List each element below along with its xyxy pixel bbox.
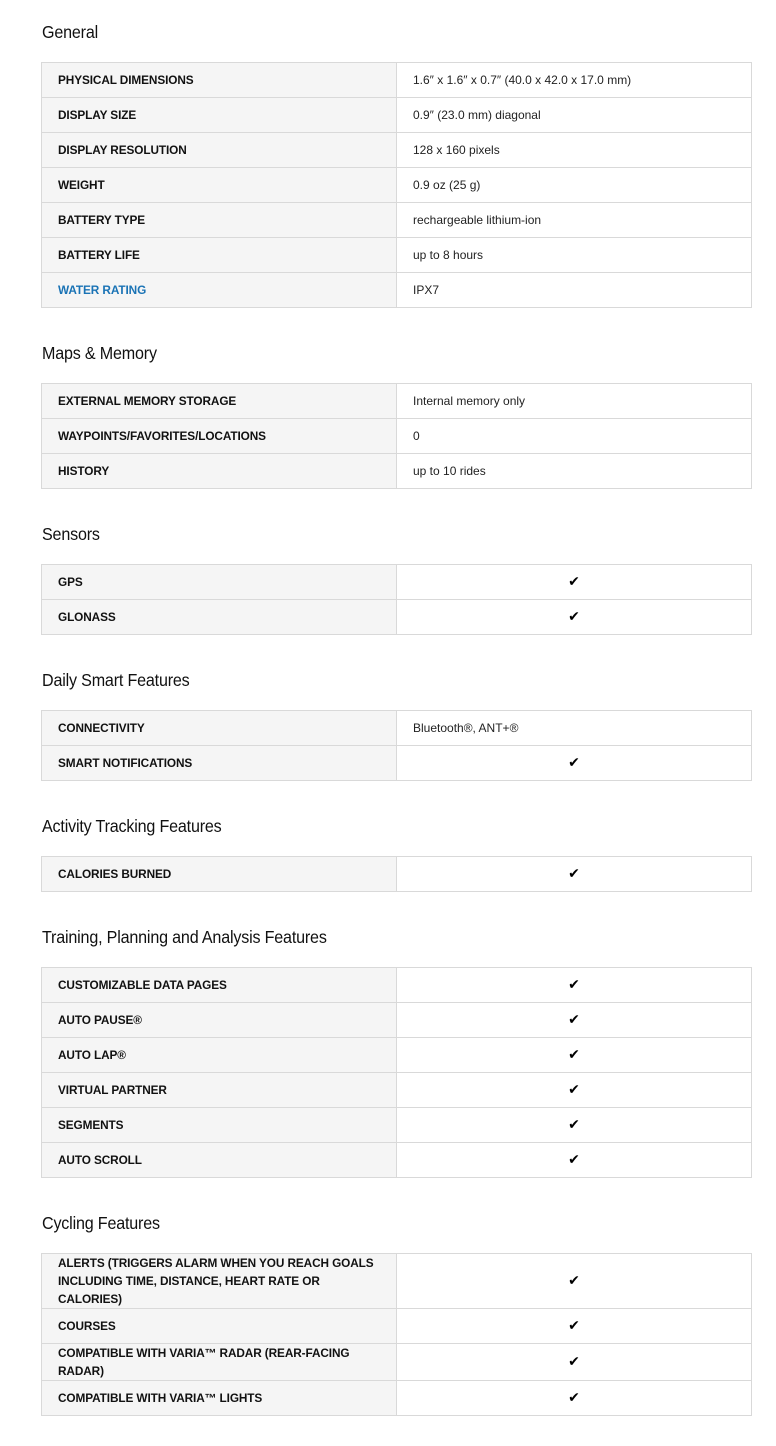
table-row — [42, 238, 752, 273]
table-row — [42, 1381, 752, 1416]
table-row — [42, 1003, 752, 1038]
table-row — [42, 168, 752, 203]
checkmark-icon: ✔ — [568, 1012, 580, 1028]
water-rating-link[interactable]: WATER RATING — [42, 273, 397, 308]
spec-value — [397, 857, 752, 892]
spec-label: BATTERY LIFE — [42, 238, 397, 273]
spec-value: Bluetooth®, ANT+® — [397, 711, 752, 746]
checkmark-icon: ✔ — [568, 1390, 580, 1406]
spec-value — [397, 1344, 752, 1381]
spec-label: DISPLAY SIZE — [42, 98, 397, 133]
checkmark-icon: ✔ — [568, 1318, 580, 1334]
spec-value — [397, 1254, 752, 1309]
spec-label: AUTO LAP® — [42, 1038, 397, 1073]
table-row — [42, 1143, 752, 1178]
spec-label: WEIGHT — [42, 168, 397, 203]
spec-value — [397, 1038, 752, 1073]
spec-label: CALORIES BURNED — [42, 857, 397, 892]
spec-table-cycling-features — [41, 1253, 752, 1416]
spec-table-training-planning — [41, 967, 752, 1178]
table-row — [42, 746, 752, 781]
table-row — [42, 857, 752, 892]
spec-label: SMART NOTIFICATIONS — [42, 746, 397, 781]
table-row — [42, 968, 752, 1003]
spec-value: up to 10 rides — [397, 454, 752, 489]
spec-label: SEGMENTS — [42, 1108, 397, 1143]
table-row — [42, 711, 752, 746]
spec-value: 0 — [397, 419, 752, 454]
spec-value — [397, 1003, 752, 1038]
spec-value — [397, 1073, 752, 1108]
table-row — [42, 133, 752, 168]
table-row — [42, 203, 752, 238]
spec-value: 128 x 160 pixels — [397, 133, 752, 168]
spec-value — [397, 968, 752, 1003]
checkmark-icon: ✔ — [568, 1354, 580, 1370]
spec-label: AUTO SCROLL — [42, 1143, 397, 1178]
section-title-sensors: Sensors — [42, 524, 100, 544]
table-row — [42, 273, 752, 308]
spec-label: COMPATIBLE WITH VARIA™ RADAR (REAR-FACING RADAR) — [42, 1344, 397, 1381]
table-row — [42, 63, 752, 98]
spec-label: VIRTUAL PARTNER — [42, 1073, 397, 1108]
spec-value — [397, 1381, 752, 1416]
spec-label: PHYSICAL DIMENSIONS — [42, 63, 397, 98]
table-row — [42, 98, 752, 133]
spec-value — [397, 746, 752, 781]
spec-value: 1.6″ x 1.6″ x 0.7″ (40.0 x 42.0 x 17.0 mm) — [397, 63, 752, 98]
spec-value: Internal memory only — [397, 384, 752, 419]
spec-label: BATTERY TYPE — [42, 203, 397, 238]
table-row — [42, 1073, 752, 1108]
spec-label: AUTO PAUSE® — [42, 1003, 397, 1038]
spec-value — [397, 1108, 752, 1143]
spec-table-sensors — [41, 564, 752, 635]
spec-table-daily-smart-features — [41, 710, 752, 781]
checkmark-icon: ✔ — [568, 977, 580, 993]
spec-label: COURSES — [42, 1309, 397, 1344]
spec-value — [397, 1143, 752, 1178]
section-title-maps-memory: Maps & Memory — [42, 343, 157, 363]
table-row — [42, 454, 752, 489]
spec-value — [397, 600, 752, 635]
spec-value: 0.9 oz (25 g) — [397, 168, 752, 203]
spec-label: ALERTS (TRIGGERS ALARM WHEN YOU REACH GOALS INCLUDING TIME, DISTANCE, HEART RATE OR CALORIES) — [42, 1254, 397, 1309]
checkmark-icon: ✔ — [568, 1273, 580, 1289]
spec-value — [397, 1309, 752, 1344]
checkmark-icon: ✔ — [568, 1152, 580, 1168]
checkmark-icon: ✔ — [568, 1082, 580, 1098]
spec-value: IPX7 — [397, 273, 752, 308]
spec-label: CONNECTIVITY — [42, 711, 397, 746]
table-row — [42, 384, 752, 419]
table-row — [42, 1254, 752, 1309]
spec-label: GLONASS — [42, 600, 397, 635]
section-title-cycling-features: Cycling Features — [42, 1213, 160, 1233]
spec-label: CUSTOMIZABLE DATA PAGES — [42, 968, 397, 1003]
spec-label: WAYPOINTS/FAVORITES/LOCATIONS — [42, 419, 397, 454]
table-row — [42, 1344, 752, 1381]
spec-table-general — [41, 62, 752, 308]
section-title-training-planning: Training, Planning and Analysis Features — [42, 927, 327, 947]
table-row — [42, 1309, 752, 1344]
section-title-activity-tracking: Activity Tracking Features — [42, 816, 222, 836]
table-row — [42, 1108, 752, 1143]
spec-label: EXTERNAL MEMORY STORAGE — [42, 384, 397, 419]
spec-table-maps-memory — [41, 383, 752, 489]
checkmark-icon: ✔ — [568, 609, 580, 625]
checkmark-icon: ✔ — [568, 1047, 580, 1063]
spec-value: 0.9″ (23.0 mm) diagonal — [397, 98, 752, 133]
table-row — [42, 419, 752, 454]
spec-value: up to 8 hours — [397, 238, 752, 273]
section-title-general: General — [42, 22, 98, 42]
spec-label: DISPLAY RESOLUTION — [42, 133, 397, 168]
spec-value — [397, 565, 752, 600]
spec-value: rechargeable lithium-ion — [397, 203, 752, 238]
checkmark-icon: ✔ — [568, 755, 580, 771]
table-row — [42, 565, 752, 600]
checkmark-icon: ✔ — [568, 574, 580, 590]
spec-label: HISTORY — [42, 454, 397, 489]
spec-label: COMPATIBLE WITH VARIA™ LIGHTS — [42, 1381, 397, 1416]
spec-table-activity-tracking — [41, 856, 752, 892]
spec-label: GPS — [42, 565, 397, 600]
checkmark-icon: ✔ — [568, 866, 580, 882]
table-row — [42, 600, 752, 635]
table-row — [42, 1038, 752, 1073]
checkmark-icon: ✔ — [568, 1117, 580, 1133]
section-title-daily-smart-features: Daily Smart Features — [42, 670, 190, 690]
